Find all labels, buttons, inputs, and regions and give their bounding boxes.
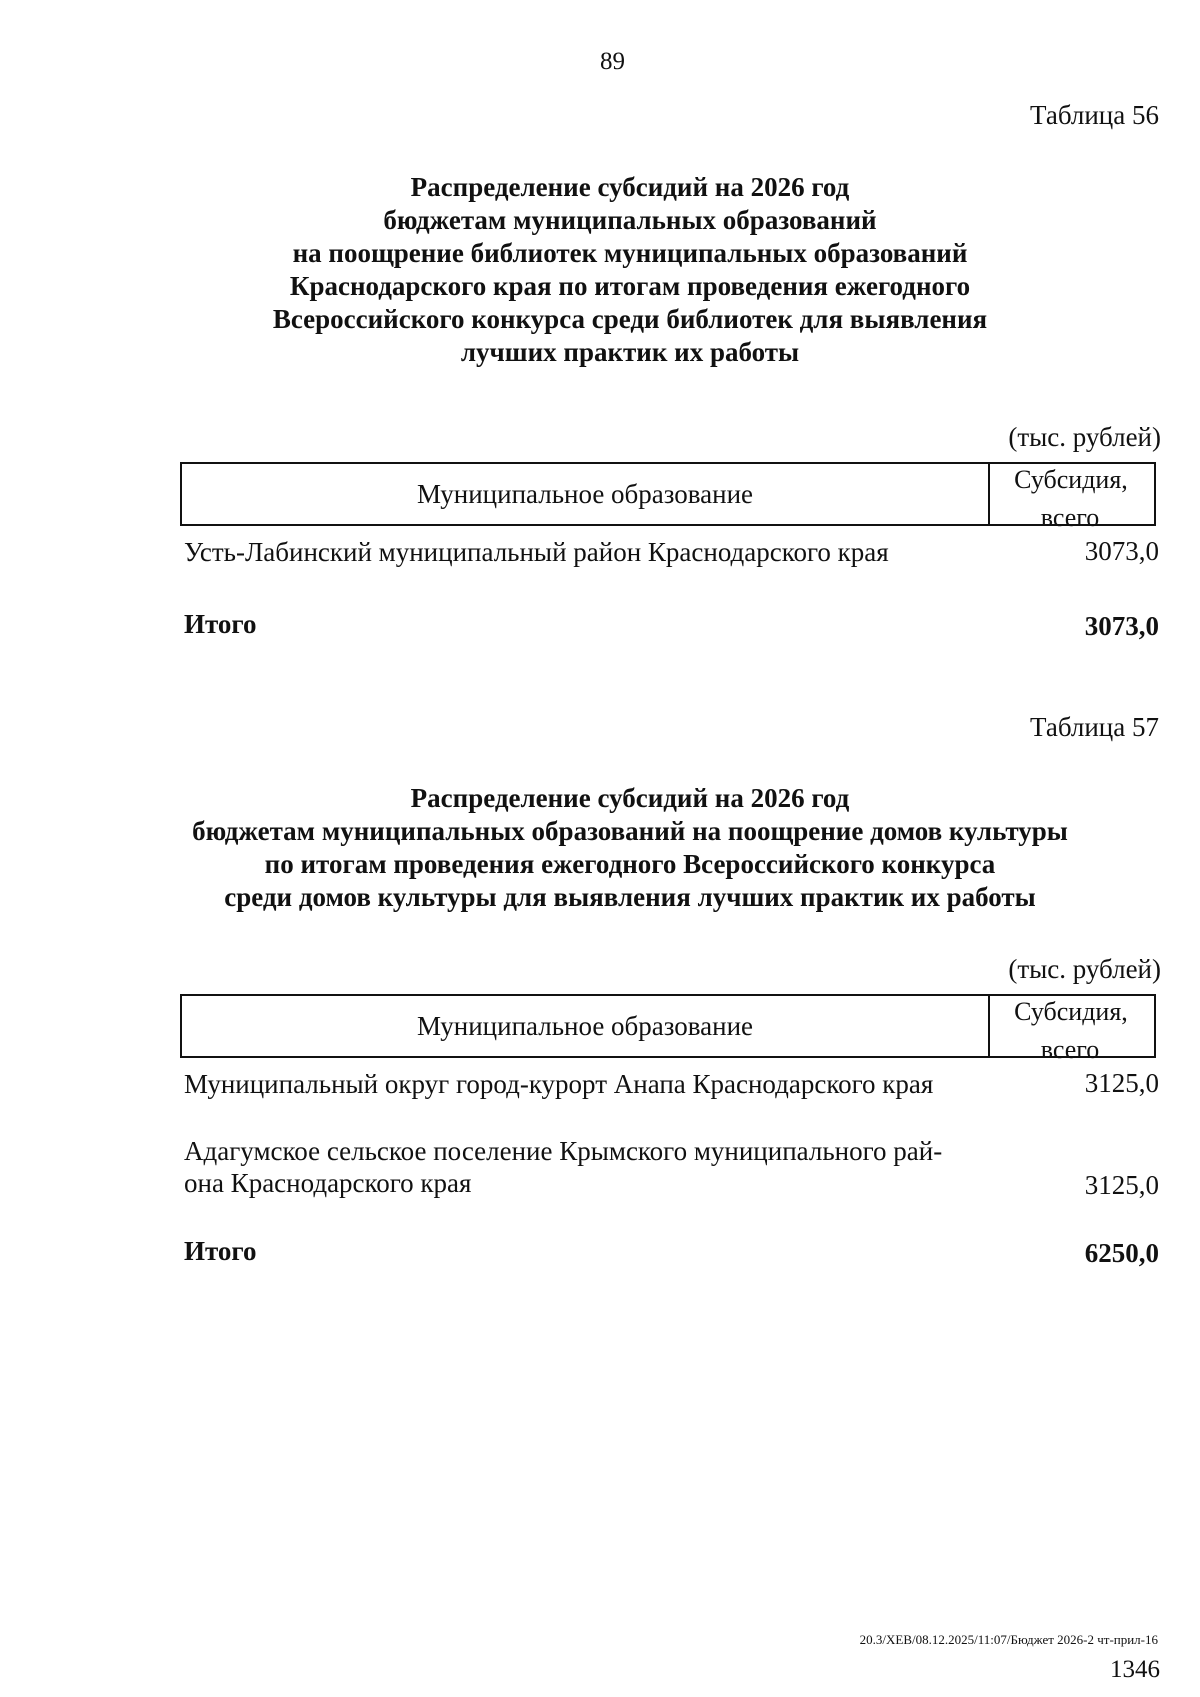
title-line: лучших практик их работы bbox=[460, 337, 800, 367]
header-subsidy-line1: Субсидия, bbox=[1014, 465, 1128, 494]
table-row-name: Усть-Лабинский муниципальный район Краснодарского края bbox=[184, 537, 889, 567]
footer-document-code: 20.3/ХЕВ/08.12.2025/11:07/Бюджет 2026-2 чт-прил-16 bbox=[859, 1632, 1158, 1647]
header-subsidy-line2: всего bbox=[1040, 503, 1100, 532]
title-line: Всероссийского конкурса среди библиотек для выявления bbox=[272, 304, 988, 334]
unit-label: (тыс. рублей) bbox=[1008, 422, 1161, 452]
header-subsidy-line1: Субсидия, bbox=[1014, 997, 1128, 1026]
table-57-label: Таблица 57 bbox=[1030, 712, 1159, 742]
total-value: 6250,0 bbox=[1084, 1238, 1159, 1268]
header-subsidy-line2: всего bbox=[1040, 1035, 1100, 1064]
total-label: Итого bbox=[184, 609, 257, 639]
title-line: Краснодарского края по итогам проведения ежегодного bbox=[289, 271, 971, 301]
title-line: бюджетам муниципальных образований на поощрение домов культуры bbox=[192, 816, 1068, 846]
header-municipality: Муниципальное образование bbox=[182, 464, 990, 524]
table-row-value: 3073,0 bbox=[1084, 536, 1159, 566]
header-municipality: Муниципальное образование bbox=[182, 996, 990, 1056]
table-56-label: Таблица 56 bbox=[1030, 100, 1159, 130]
title-line: бюджетам муниципальных образований bbox=[383, 205, 877, 235]
title-line: Распределение субсидий на 2026 год bbox=[410, 172, 850, 202]
total-label: Итого bbox=[184, 1236, 257, 1266]
row-name-line: Адагумское сельское поселение Крымского муниципального рай- bbox=[184, 1136, 943, 1166]
title-line: Распределение субсидий на 2026 год bbox=[410, 783, 850, 813]
table-row-value: 3125,0 bbox=[1084, 1068, 1159, 1098]
title-line: по итогам проведения ежегодного Всероссийского конкурса bbox=[264, 849, 996, 879]
table-row-value: 3125,0 bbox=[1084, 1170, 1159, 1200]
table-row-name: Муниципальный округ город-курорт Анапа Краснодарского края bbox=[184, 1069, 934, 1099]
footer-page-number: 1346 bbox=[1110, 1656, 1160, 1683]
title-line: на поощрение библиотек муниципальных образований bbox=[292, 238, 968, 268]
table-57-title bbox=[180, 782, 1080, 914]
row-name-line: она Краснодарского края bbox=[184, 1168, 472, 1198]
page-number: 89 bbox=[600, 48, 625, 75]
unit-label: (тыс. рублей) bbox=[1008, 954, 1161, 984]
total-value: 3073,0 bbox=[1084, 611, 1159, 641]
table-56-title bbox=[180, 171, 1080, 369]
title-line: среди домов культуры для выявления лучших практик их работы bbox=[224, 882, 1036, 912]
table-row-name bbox=[184, 1135, 942, 1199]
